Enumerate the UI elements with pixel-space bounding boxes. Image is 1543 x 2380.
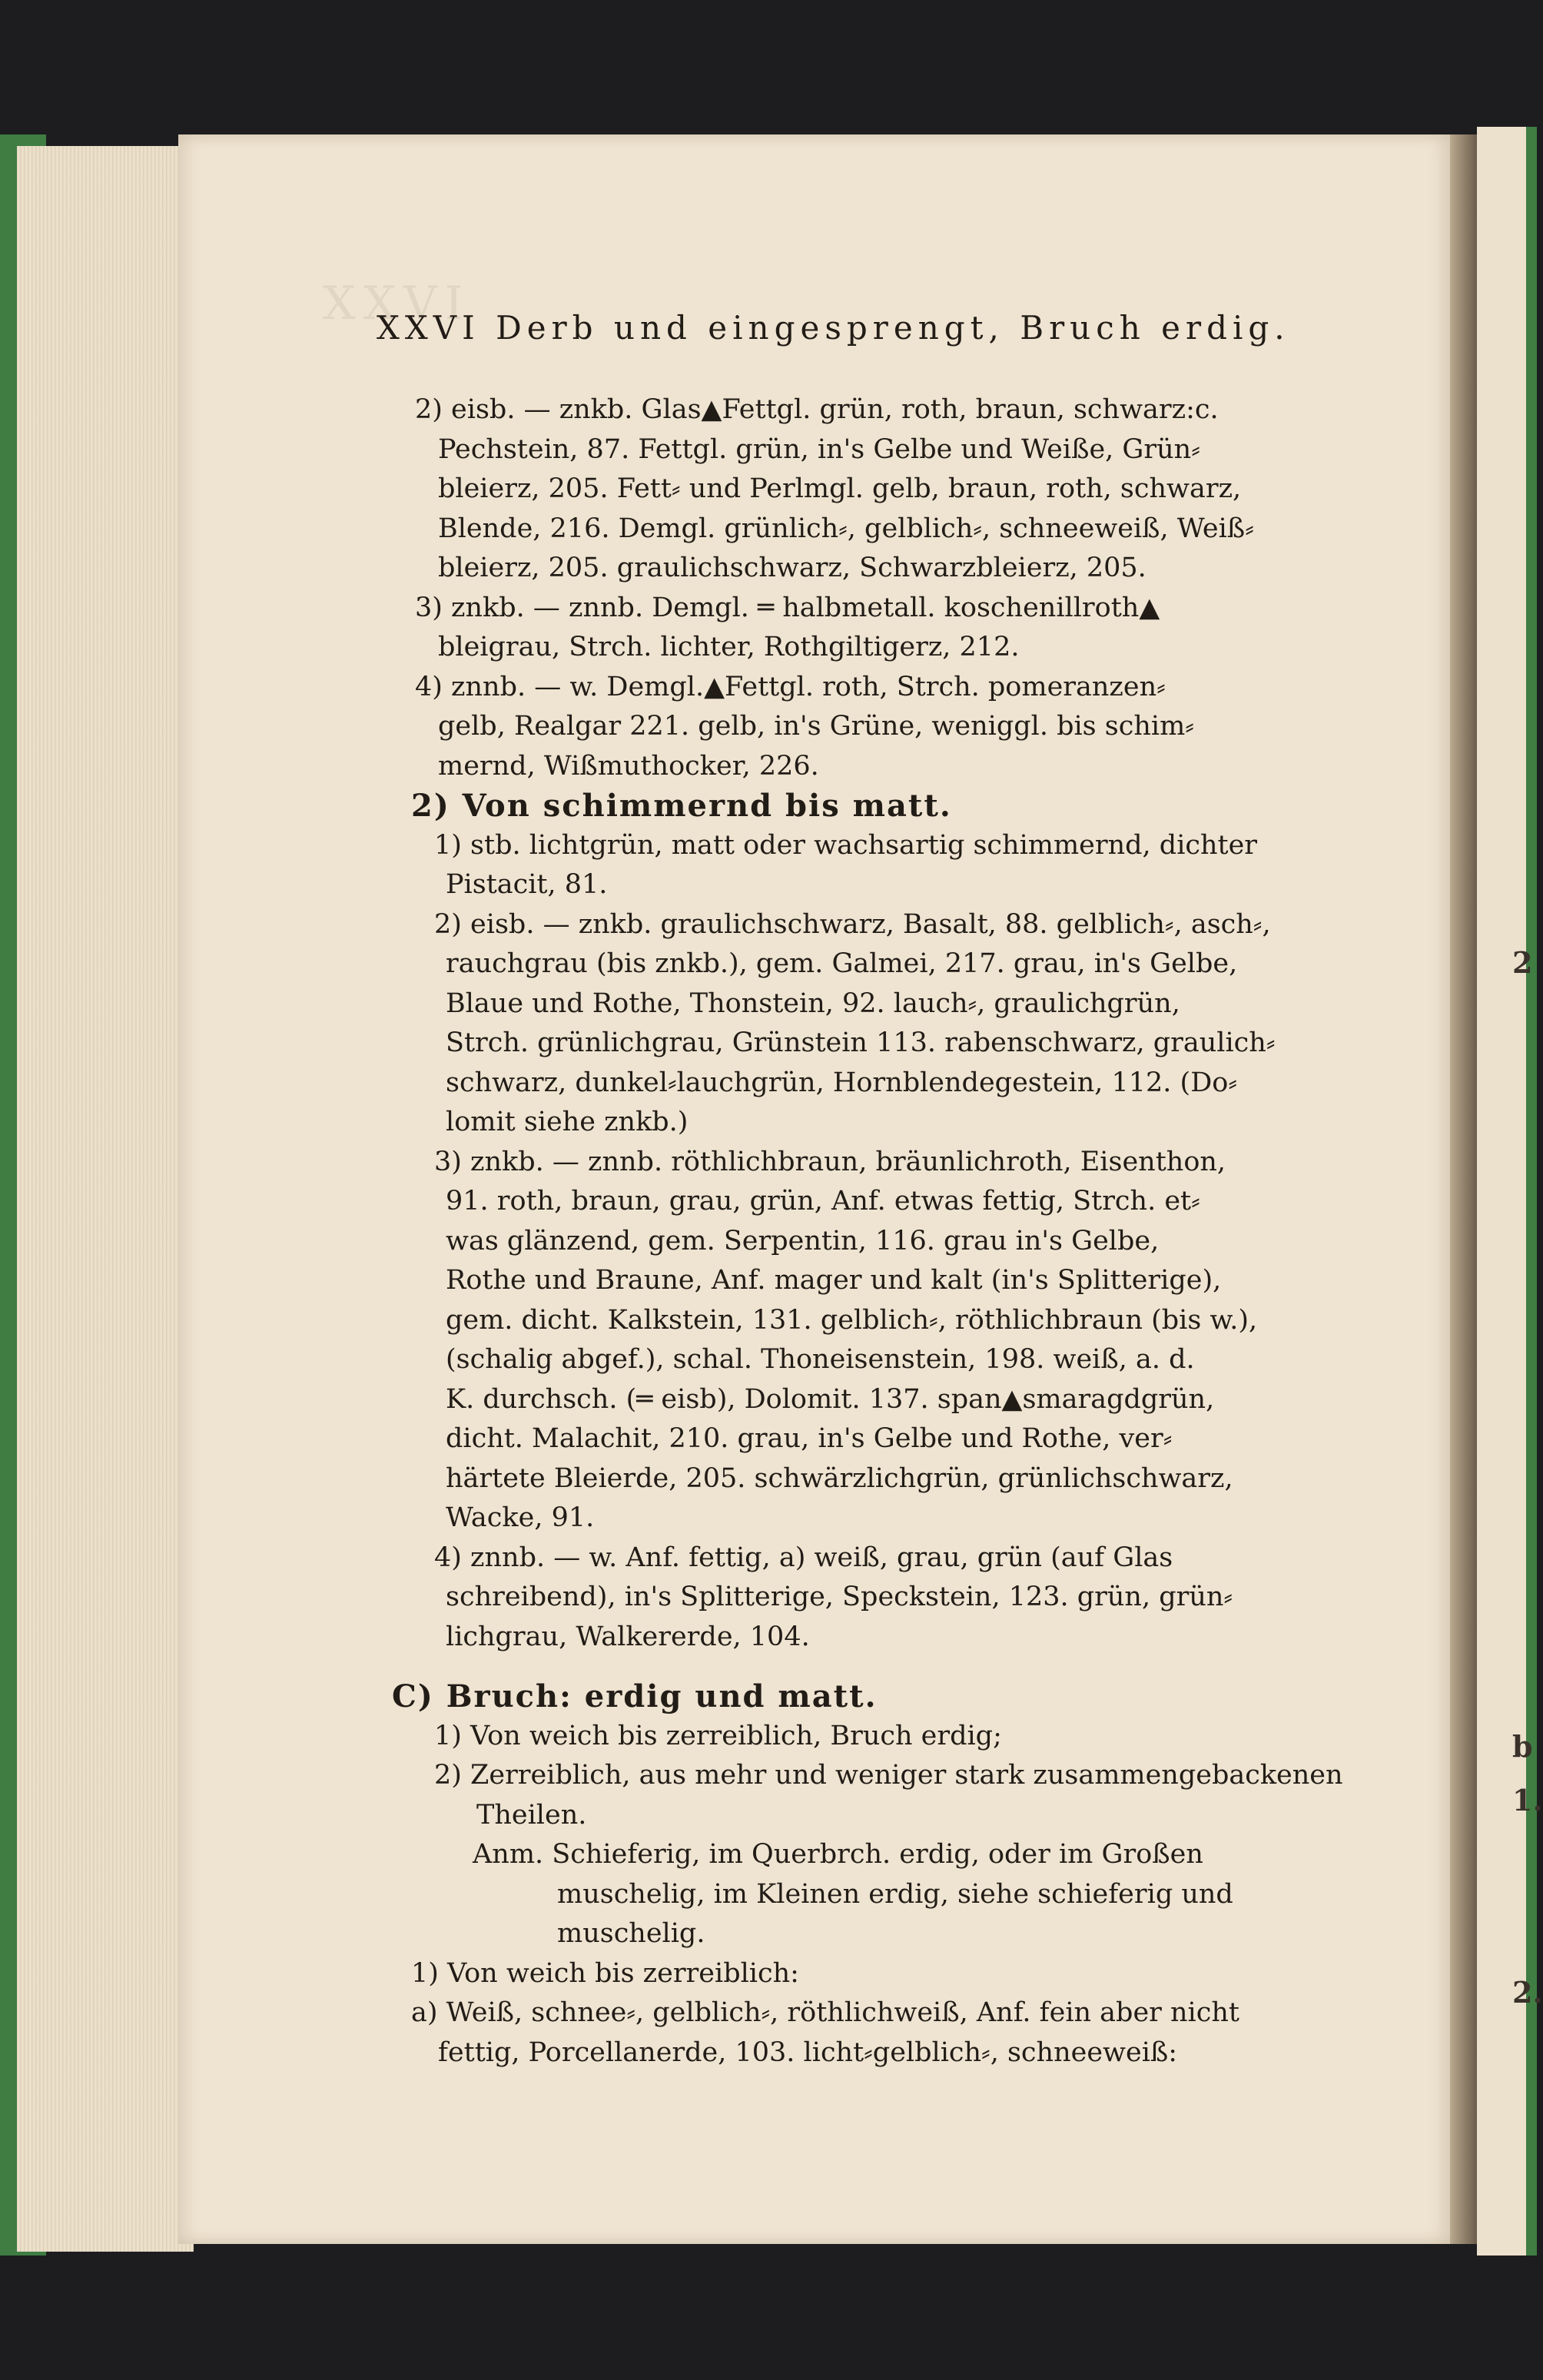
text-line: 3) znkb. — znnb. röthlichbraun, bräunlichroth, Eisenthon,: [434, 1146, 1226, 1177]
text-line: lichgrau, Walkererde, 104.: [446, 1621, 810, 1652]
text-line: dicht. Malachit, 210. grau, in's Gelbe und Rothe, ver⸗: [446, 1423, 1173, 1454]
text-line: härtete Bleierde, 205. schwärzlichgrün, grünlichschwarz,: [446, 1462, 1233, 1494]
text-line: 4) znnb. — w. Anf. fettig, a) weiß, grau, grün (auf Glas: [434, 1542, 1173, 1573]
text-line: 4) znnb. — w. Demgl.▲Fettgl. roth, Strch. pomeranzen⸗: [415, 671, 1166, 702]
section-heading: C) Bruch: erdig und matt.: [392, 1678, 878, 1714]
text-line: Anm. Schieferig, im Querbrch. erdig, oder im Großen: [473, 1839, 1203, 1870]
text-line: schreibend), in's Splitterige, Speckstein, 123. grün, grün⸗: [446, 1582, 1233, 1612]
text-line: muschelig, im Kleinen erdig, siehe schieferig und: [557, 1878, 1233, 1910]
text-line: Strch. grünlichgrau, Grünstein 113. rabenschwarz, graulich⸗: [446, 1027, 1276, 1058]
facing-page-fragment: b: [1512, 1729, 1533, 1764]
text-line: 1) Von weich bis zerreiblich, Bruch erdig;: [434, 1720, 1002, 1751]
text-line: fettig, Porcellanerde, 103. licht⸗gelblich⸗, schneeweiß:: [438, 2036, 1178, 2068]
facing-cover-edge: [1526, 127, 1537, 2256]
text-line: a) Weiß, schnee⸗, gelblich⸗, röthlichweiß, Anf. fein aber nicht: [411, 1997, 1239, 2028]
text-line: Blaue und Rothe, Thonstein, 92. lauch⸗, graulichgrün,: [446, 988, 1180, 1019]
text-line: 2) Zerreiblich, aus mehr und weniger stark zusammengebackenen: [434, 1760, 1343, 1791]
facing-page-fragment: 2: [1512, 945, 1533, 980]
text-line: Blende, 216. Demgl. grünlich⸗, gelblich⸗, schneeweiß, Weiß⸗: [438, 513, 1254, 544]
text-line: 1) stb. lichtgrün, matt oder wachsartig schimmernd, dichter: [434, 829, 1258, 861]
text-line: gelb, Realgar 221. gelb, in's Grüne, weniggl. bis schim⸗: [438, 711, 1194, 742]
section-heading: 2) Von schimmernd bis matt.: [411, 788, 952, 824]
text-line: was glänzend, gem. Serpentin, 116. grau in's Gelbe,: [446, 1225, 1160, 1256]
text-line: bleierz, 205. Fett⸗ und Perlmgl. gelb, braun, roth, schwarz,: [438, 473, 1242, 504]
text-line: 91. roth, braun, grau, grün, Anf. etwas fettig, Strch. et⸗: [446, 1186, 1200, 1217]
text-line: Pistacit, 81.: [446, 869, 608, 900]
text-line: (schalig abgef.), schal. Thoneisenstein, 198. weiß, a. d.: [446, 1344, 1195, 1375]
text-line: Theilen.: [476, 1799, 587, 1831]
text-line: 3) znkb. — znnb. Demgl. ═ halbmetall. koschenillroth▲: [415, 592, 1160, 623]
page-stack-edges: [17, 146, 194, 2252]
text-line: Pechstein, 87. Fettgl. grün, in's Gelbe und Weiße, Grün⸗: [438, 433, 1200, 465]
text-line: schwarz, dunkel⸗lauchgrün, Hornblendegestein, 112. (Do⸗: [446, 1067, 1238, 1098]
running-head: XXVI Derb und eingesprengt, Bruch erdig.: [377, 309, 1290, 347]
show-through-text: XXVI: [323, 277, 471, 330]
book-gutter: [1450, 134, 1477, 2244]
text-line: lomit siehe znkb.): [446, 1107, 689, 1137]
spacer-line: [377, 1657, 1291, 1677]
text-line: bleierz, 205. graulichschwarz, Schwarzbleierz, 205.: [438, 553, 1146, 583]
text-line: gem. dicht. Kalkstein, 131. gelblich⸗, röthlichbraun (bis w.),: [446, 1304, 1258, 1336]
facing-page-fragment: 2.: [1512, 1975, 1543, 2010]
text-line: muschelig.: [557, 1918, 705, 1949]
text-line: 2) eisb. — znkb. Glas▲Fettgl. grün, roth, braun, schwarz:c.: [415, 394, 1219, 425]
text-line: mernd, Wißmuthocker, 226.: [438, 750, 819, 782]
text-line: 2) eisb. — znkb. graulichschwarz, Basalt, 88. gelblich⸗, asch⸗,: [434, 908, 1271, 940]
text-line: bleigrau, Strch. lichter, Rothgiltigerz, 212.: [438, 632, 1020, 662]
text-line: Wacke, 91.: [446, 1502, 595, 1533]
text-line: K. durchsch. (═ eisb), Dolomit. 137. span▲smaragdgrün,: [446, 1383, 1215, 1415]
text-line: 1) Von weich bis zerreiblich:: [411, 1957, 799, 1989]
page-text: [377, 390, 1343, 2073]
facing-page-fragment: 1.: [1512, 1783, 1543, 1817]
text-line: Rothe und Braune, Anf. mager und kalt (in's Splitterige),: [446, 1265, 1222, 1296]
text-line: rauchgrau (bis znkb.), gem. Galmei, 217. grau, in's Gelbe,: [446, 948, 1238, 979]
